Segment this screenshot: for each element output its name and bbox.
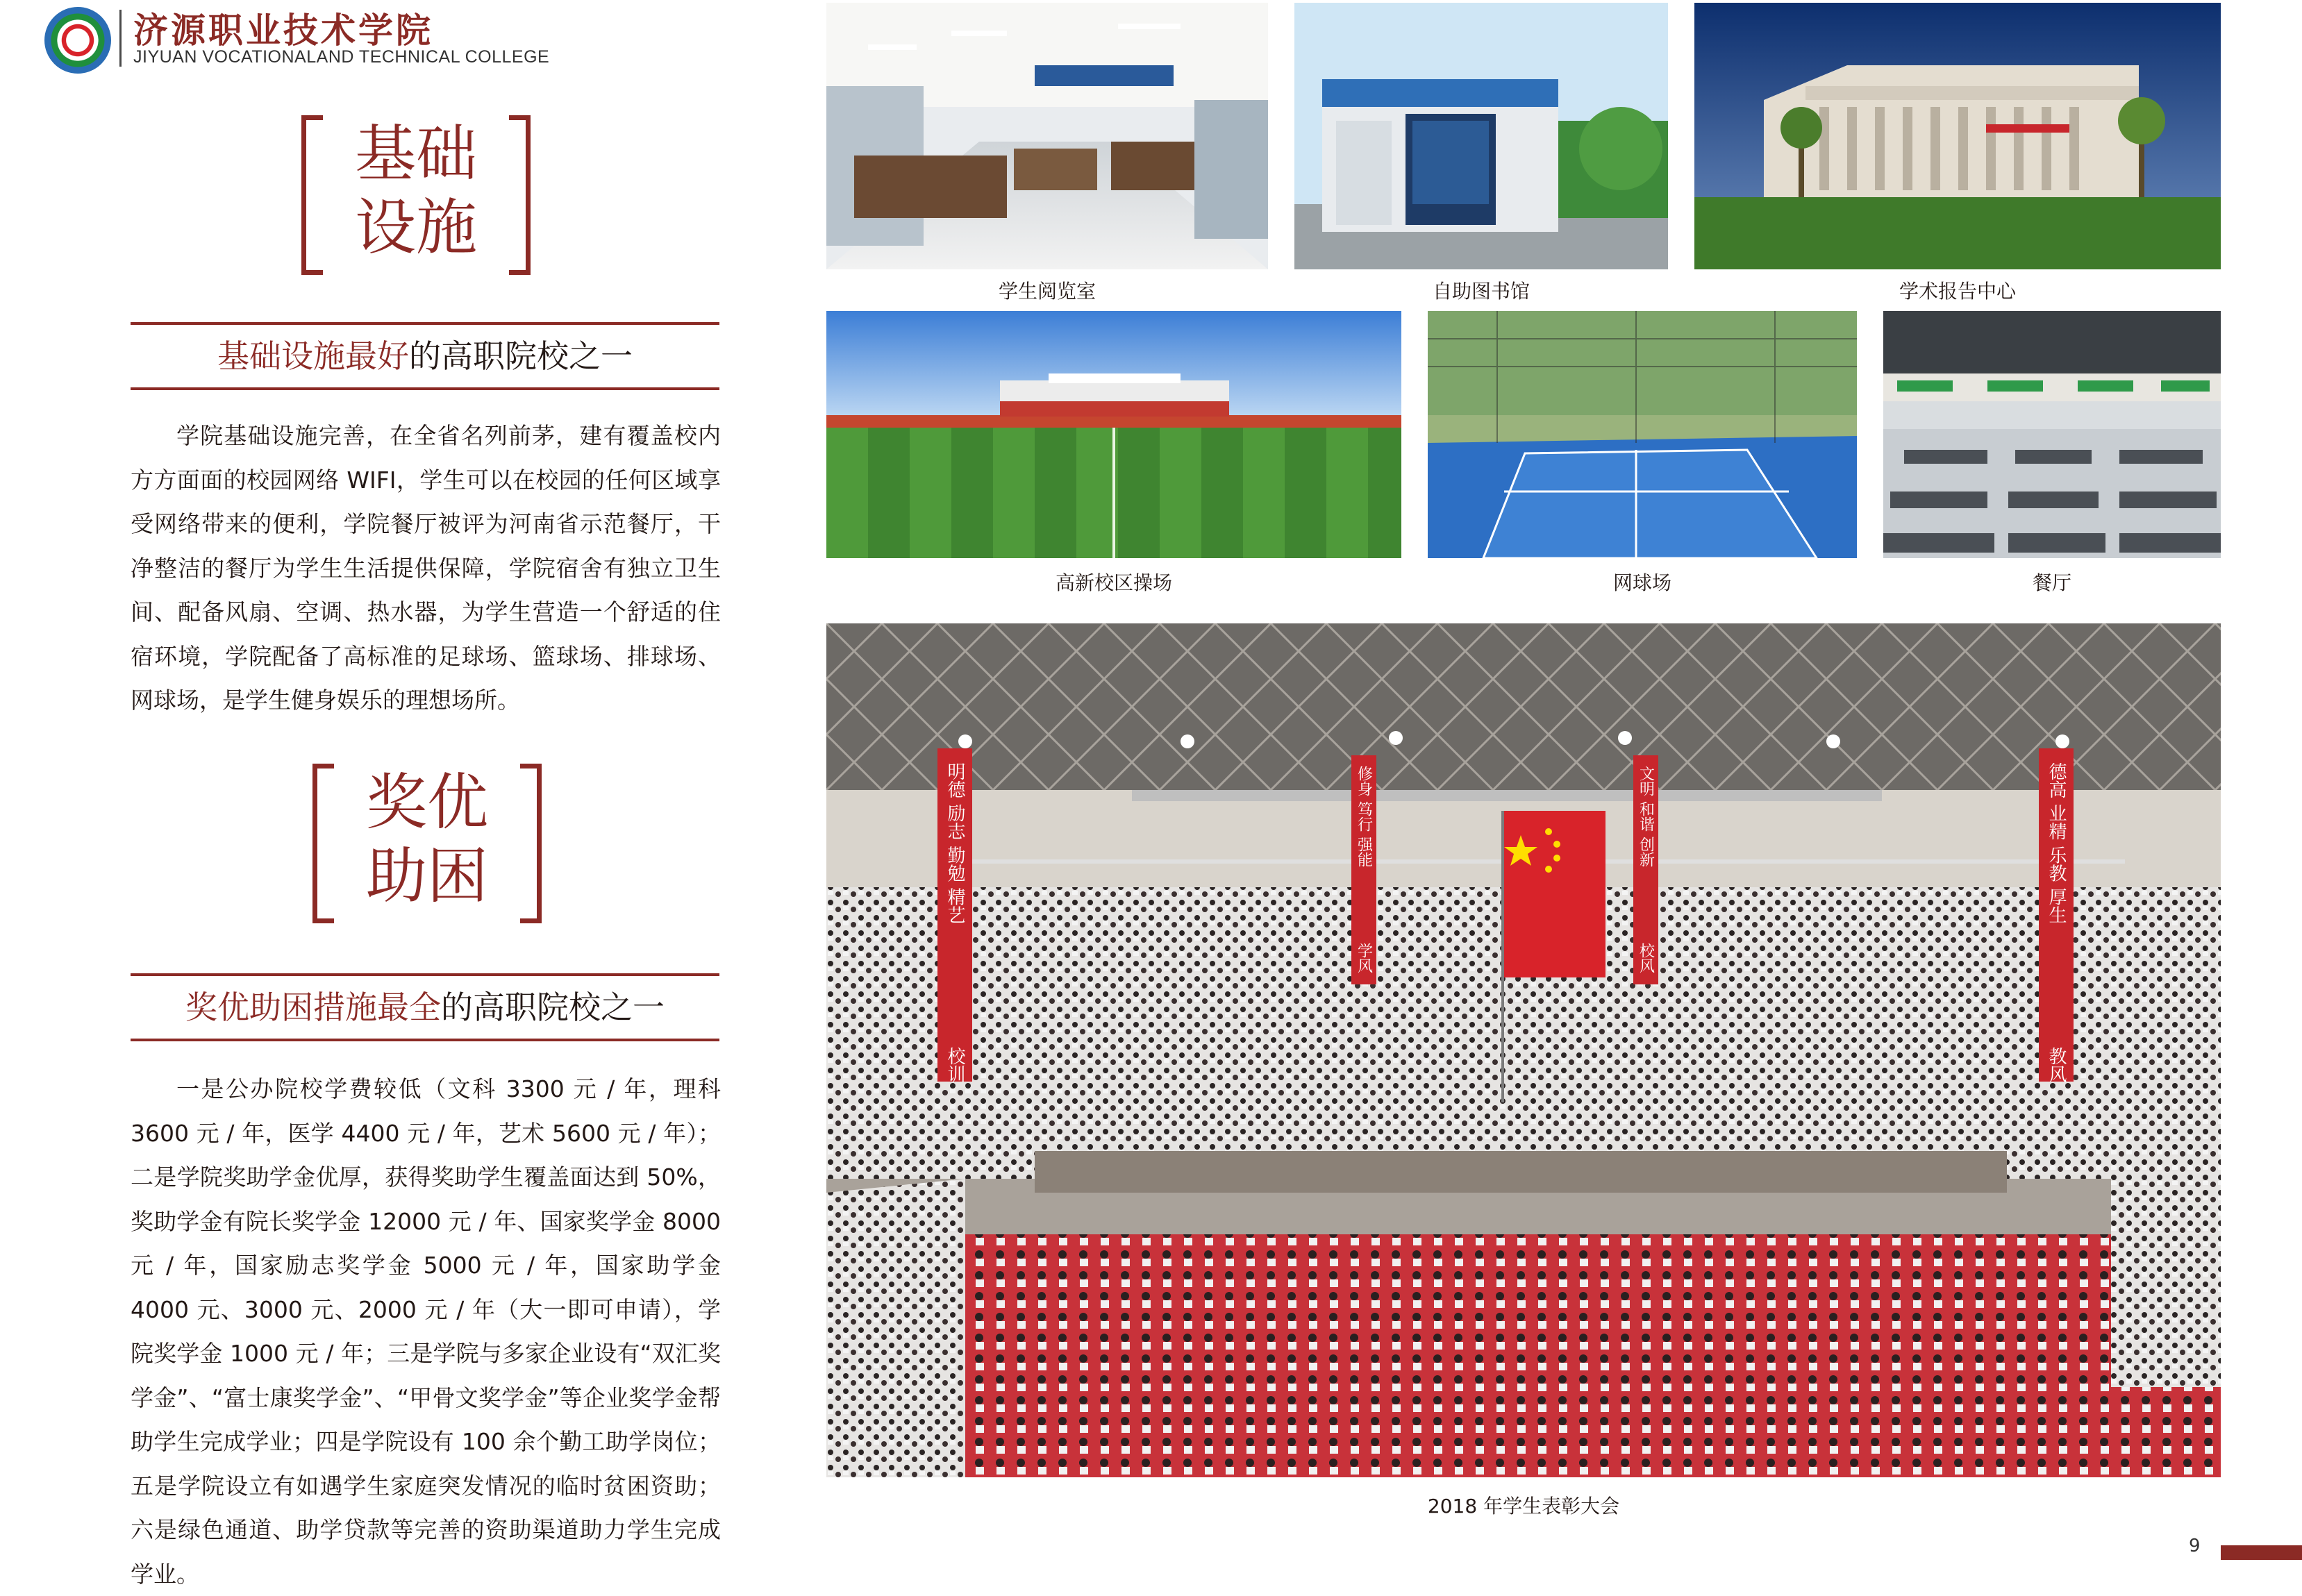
subheading-scholarship	[131, 973, 719, 1041]
banner-right-1-tag: 校风	[1637, 943, 1655, 973]
subheading-infrastructure	[131, 322, 719, 390]
rule-bottom	[131, 387, 719, 390]
photo-reading-room	[826, 3, 1268, 269]
caption-self-service-library: 自助图书馆	[1432, 280, 1530, 303]
ceremony-image	[826, 623, 2221, 1477]
rule-bottom	[131, 1039, 719, 1041]
section-title-line1: 基础	[354, 118, 477, 190]
tennis-court-image	[1428, 311, 1857, 558]
banner-right-1	[1633, 755, 1658, 984]
canteen-image	[1883, 311, 2221, 558]
lecture-center-image	[1694, 3, 2221, 269]
subheading-highlight: 奖优助困措施最全	[185, 989, 441, 1026]
section-title-scholarship	[312, 764, 542, 923]
logo-divider	[119, 10, 122, 67]
section-title-line1: 奖优	[365, 766, 488, 838]
banner-right-2	[2039, 748, 2074, 1083]
photo-self-service-library	[1294, 3, 1668, 269]
subheading-text	[131, 989, 719, 1027]
banner-left-2-text: 修身 笃行 强能	[1355, 766, 1373, 867]
college-name-cn: 济源职业技术学院	[133, 10, 433, 51]
self-service-library-image	[1294, 3, 1668, 269]
banner-left-1-text: 明德 励志 勤勉 精艺	[944, 762, 965, 924]
section-title-line2: 助困	[365, 840, 488, 912]
photo-lecture-center	[1694, 3, 2221, 269]
banner-left-1-tag: 校训	[944, 1047, 965, 1083]
photo-sports-field	[826, 311, 1401, 558]
banner-right-2-text: 德高 业精 乐教 厚生	[2046, 762, 2067, 924]
banner-left-1	[937, 748, 972, 1083]
subheading-highlight: 基础设施最好	[217, 337, 409, 375]
sports-field-image	[826, 311, 1401, 558]
subheading-text	[131, 337, 719, 376]
college-name-en: JIYUAN VOCATIONALAND TECHNICAL COLLEGE	[133, 47, 550, 67]
photo-ceremony	[826, 623, 2221, 1477]
photo-tennis-court	[1428, 311, 1857, 558]
subheading-rest: 的高职院校之一	[409, 337, 633, 375]
section-title-infrastructure	[301, 115, 531, 275]
caption-tennis-court: 网球场	[1612, 571, 1671, 594]
banner-right-1-text: 文明 和谐 创新	[1637, 766, 1655, 867]
caption-lecture-center: 学术报告中心	[1899, 280, 2016, 303]
page-number-bar	[2221, 1545, 2302, 1560]
section-title-line2: 设施	[354, 192, 477, 263]
subheading-rest: 的高职院校之一	[441, 989, 665, 1026]
reading-room-image	[826, 3, 1268, 269]
caption-canteen: 餐厅	[2032, 571, 2071, 594]
caption-sports-field: 高新校区操场	[1055, 571, 1172, 594]
college-logo	[44, 7, 111, 74]
photo-canteen	[1883, 311, 2221, 558]
paragraph-scholarship: 一是公办院校学费较低（文科 3300 元 / 年，理科 3600 元 / 年，医学 4400 元 / 年，艺术 5600 元 / 年）；二是学院奖助学金优厚，获得奖助学生覆盖面达到 50%，奖助学金有院长奖学金 12000 元 / 年、国家奖学金 8000 元 / 年，国家励志奖学金 5000 元 / 年，国家助学金 4000 元、3000 元、2000 元 / 年（大一即可申请），学院奖学金 1000 元 / 年；三是学院与多家企业设有“双汇奖学金”、“富士康奖学金”、“甲骨文奖学金”等企业奖学金帮助学生完成学业；四是学院设有 100 余个勤工助学岗位；五是学院设立有如遇学生家庭突发情况的临时贫困资助；六是绿色通道、助学贷款等完善的资助渠道助力学生完成学业。	[131, 1075, 721, 1588]
page-number: 9	[2189, 1536, 2201, 1556]
national-flag	[1504, 811, 1605, 977]
caption-ceremony: 2018 年学生表彰大会	[1427, 1495, 1620, 1518]
banner-left-2	[1351, 755, 1376, 984]
paragraph-infrastructure: 学院基础设施完善，在全省名列前茅，建有覆盖校内方方面面的校园网络 WIFI，学生可以在校园的任何区域享受网络带来的便利，学院餐厅被评为河南省示范餐厅，干净整洁的餐厅为学生生活提供保障，学院宿舍有独立卫生间、配备风扇、空调、热水器，为学生营造一个舒适的住宿环境，学院配备了高标准的足球场、篮球场、排球场、网球场，是学生健身娱乐的理想场所。	[131, 422, 721, 714]
rule-top	[131, 973, 719, 976]
rule-top	[131, 322, 719, 325]
banner-left-2-tag: 学风	[1355, 943, 1373, 973]
caption-reading-room: 学生阅览室	[998, 280, 1096, 303]
banner-right-2-tag: 教风	[2046, 1047, 2067, 1083]
